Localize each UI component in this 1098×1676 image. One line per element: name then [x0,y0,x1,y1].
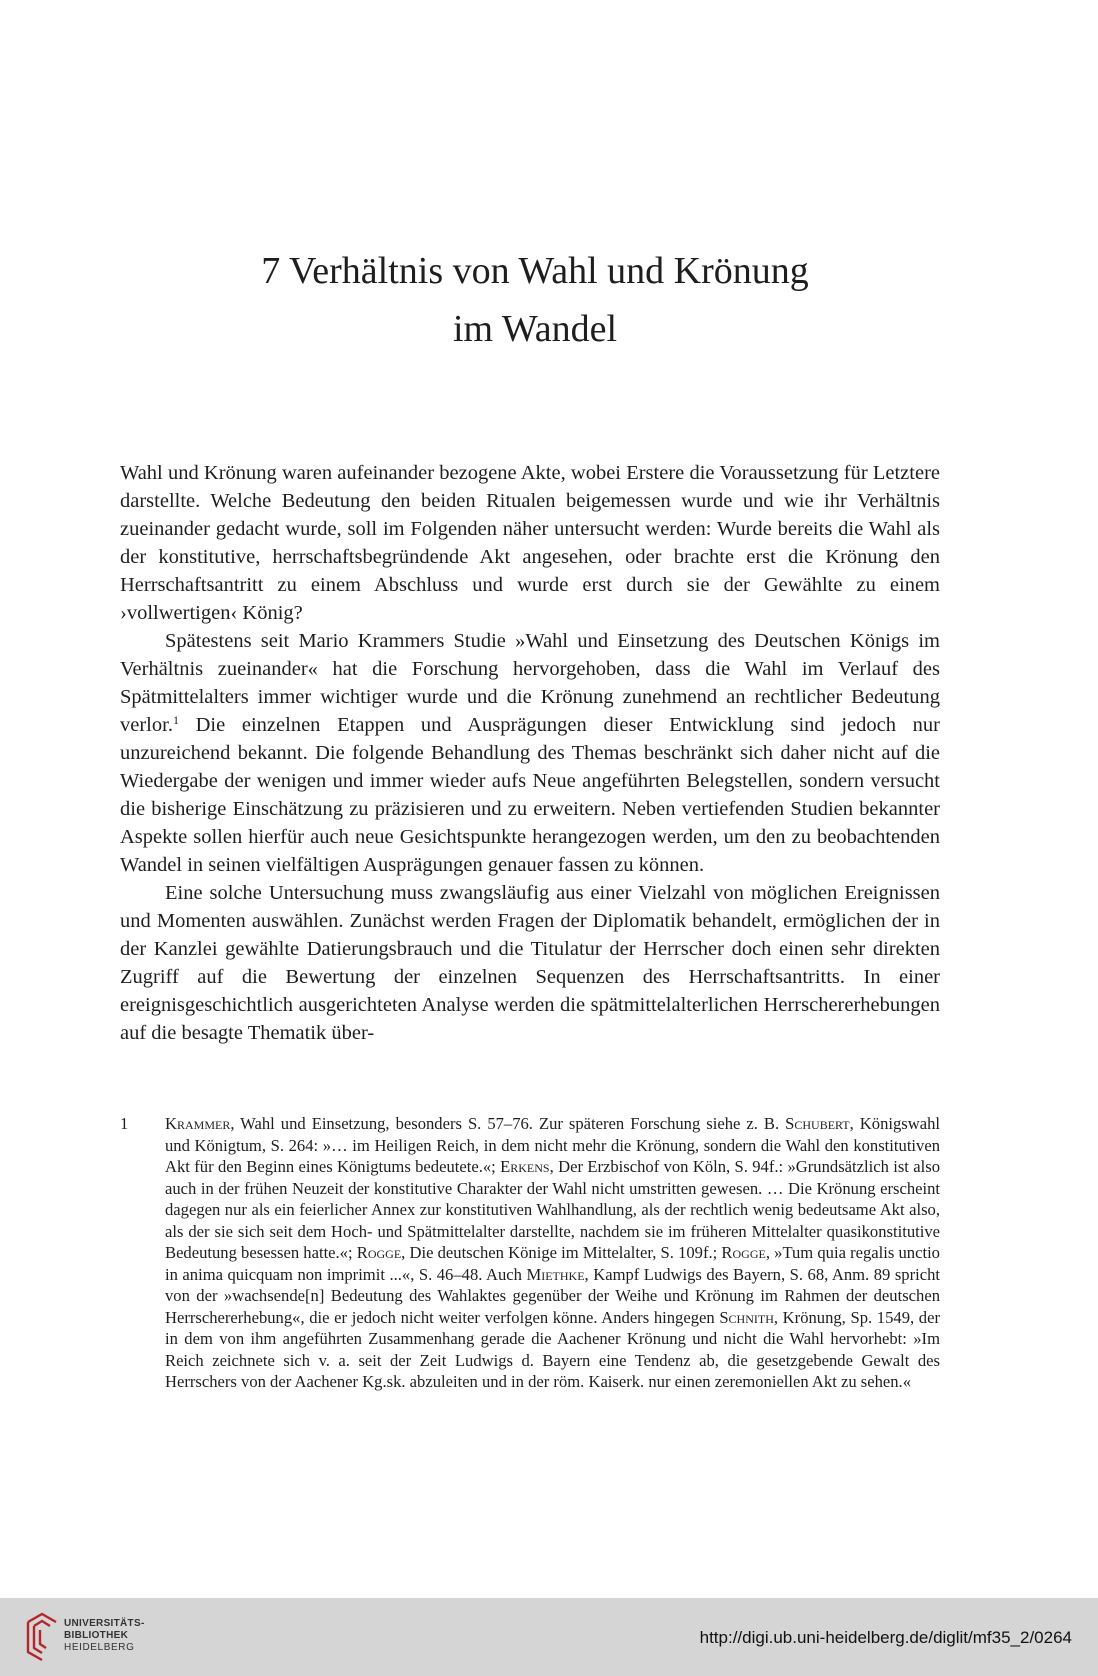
footnote-segment: , Kampf Ludwigs des Bayern, S. 68, Anm. 89 spricht von der »wachsende[n] Bedeutung des Wahlaktes gegenüber der Weihe und Krönung im Rahmen der deutschen Herrschererhebung«, die er jedoch nicht weiter verfolgen könne. Anders hingegen [165,1264,941,1327]
paragraph-3: Eine solche Untersuchung muss zwangsläufig aus einer Vielzahl von möglichen Ereignissen und Momenten auswählen. Zunächst werden Fragen der Diplomatik behandelt, ermöglichen der in der Kanzlei gewählte Datierungsbrauch und die Titulatur der Herrscher doch einen sehr direkten Zugriff auf die Bewertung der einzelnen Sequenzen des Herrschaftsantritts. In einer ereignisgeschichtlich ausgerichteten Analyse werden die spätmittelalterlichen Herrschererhebungen auf die besagte Thematik über- [120,882,940,1044]
library-name-line-2: BIBLIOTHEK [64,1630,129,1641]
footnote-segment: , Wahl und Einsetzung, besonders S. 57–76. Zur späteren Forschung siehe z. B. [230,1114,786,1133]
footnote-text [165,1113,940,1393]
library-name-line-3: HEIDELBERG [64,1642,135,1653]
permalink-url[interactable]: http://digi.ub.uni-heidelberg.de/diglit/mf35_2/0264 [699,1628,1072,1647]
author-rogge-2: Rogge [721,1243,766,1262]
author-erkens: Erkens [500,1157,550,1176]
paragraph-2 [120,627,940,879]
paragraph-1: Wahl und Krönung waren aufeinander bezogene Akte, wobei Erstere die Voraussetzung für Letztere darstellte. Welche Bedeutung den beiden Ritualen beigemessen wurde und wie ihr Verhältnis zueinander gedacht wurde, soll im Folgenden näher untersucht werden: Wurde bereits die Wahl als der konstitutive, herrschaftsbegründende Akt angesehen, oder brachte erst die Krönung den Herrschaftsantritt zu einem Abschluss und wurde erst durch sie der Gewählte zu einem ›vollwertigen‹ König? [120,462,940,624]
footnote-segment: , Die deutschen Könige im Mittelalter, S. 109f.; [401,1243,722,1262]
footnote-segment: , »Tum quia regalis unctio in anima quicquam non imprimit ...«, S. 46–48. Auch [165,1243,940,1284]
author-schubert: Schubert [785,1114,850,1133]
footnote-segment: , Der Erzbischof von Köln, S. 94f.: »Grundsätzlich ist also auch in der frühen Neuzeit der konstitutive Charakter der Wahl nicht umstritten gewesen. … Die Krönung erscheint dagegen nur als ein feierlicher Annex zur konstitutiven Wahlhandlung, als der rechtlich wenig bedeutsame Akt also, als der sie sich seit dem Hoch- und Spätmittelalter darstellte, nachdem sie im früheren Mittelalter quasikonstitutive Bedeutung besessen hatte.«; [165,1157,940,1262]
chapter-title-line-1: 7 Verhältnis von Wahl und Krönung [261,250,809,292]
author-schnith: Schnith [719,1307,774,1327]
footnote-reference[interactable]: 1 [172,713,179,727]
footnote-number: 1 [120,1114,129,1133]
library-logo-icon[interactable] [20,1608,68,1666]
paragraph-2-part-2: Die einzelnen Etappen und Ausprägungen dieser Entwicklung sind jedoch nur unzureichend bekannt. Die folgende Behandlung des Themas beschränkt sich daher nicht auf die Wiedergabe der wenigen und immer wieder aufs Neue angeführten Belegstellen, sondern versucht die bisherige Einschätzung zu präzisieren und zu erweitern. Neben vertiefenden Studien bekannter Aspekte sollen hierfür auch neue Gesichtspunkte herangezogen werden, um den zu beobachtenden Wandel in seinen vielfältigen Ausprägungen genauer fassen zu können. [120,714,940,876]
paragraph-2-part-1: Spätestens seit Mario Krammers Studie »Wahl und Einsetzung des Deutschen Königs im Verhältnis zueinander« hat die Forschung hervorgehoben, dass die Wahl im Verlauf des Spätmittelalters immer wichtiger wurde und die Krönung zunehmend an rechtlicher Bedeutung verlor. [120,630,940,736]
author-rogge: Rogge [356,1243,402,1262]
library-name-line-1: UNIVERSITÄTS- [64,1618,145,1629]
library-name [64,1618,145,1654]
footnote-segment: , Krönung, Sp. 1549, der in dem von ihm angeführten Zusammenhang gerade die Aachener Krönung und nicht die Wahl hervorhebt: »Im Reich zeichnete sich v. a. seit der Zeit Ludwigs d. Bayern eine Tendenz ab, die gesetzgebende Gewalt des Herrschers von der Aachener Kg.sk. abzuleiten und in der röm. Kaiserk. nur einen zeremoniellen Akt zu sehen.« [165,1307,940,1391]
body-text [120,459,940,1047]
author-miethke: Miethke [526,1264,585,1284]
footnote-segment: , Königswahl und Königtum, S. 264: »… im Heiligen Reich, in dem nicht mehr die Krönung, sondern die Wahl den konstitutiven Akt für den Beginn eines Königtums bedeutete.«; [165,1114,940,1176]
chapter-title-line-2: im Wandel [452,308,618,350]
footer-bar [0,1598,1098,1676]
footnote-1 [120,1113,940,1393]
chapter-title [120,242,950,358]
author-krammer: Krammer [165,1114,231,1133]
